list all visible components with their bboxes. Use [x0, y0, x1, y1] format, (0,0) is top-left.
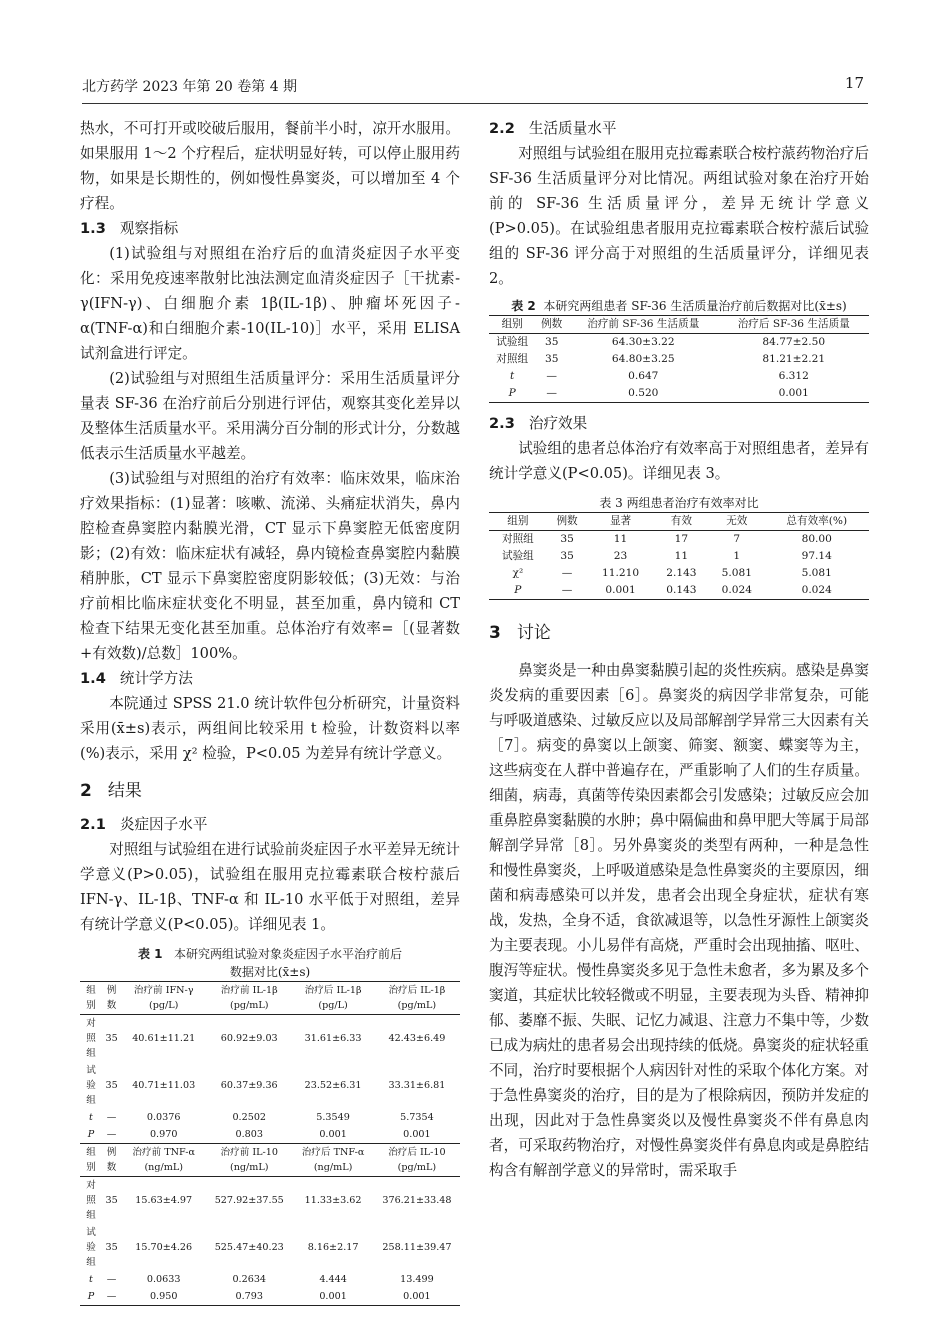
- section-title: 统计学方法: [119, 670, 193, 687]
- table-cell: 525.47±40.23: [214, 1242, 284, 1253]
- section-number: 2: [80, 781, 92, 801]
- section-number: 1.4: [80, 670, 106, 687]
- table-cell: 0.950: [121, 1288, 206, 1306]
- column-header: 有效: [654, 513, 709, 531]
- table-row: [489, 334, 869, 352]
- table-cell: 80.00: [801, 533, 832, 545]
- right-column: [489, 116, 869, 1183]
- table-cell: 0.2634: [232, 1274, 267, 1285]
- table-cell: t: [89, 1274, 93, 1285]
- header-rule: [82, 103, 868, 104]
- section-heading-2-2: [489, 116, 869, 141]
- table-cell: 40.71±11.03: [132, 1080, 196, 1091]
- column-header: 治疗后 IL-10 (pg/mL): [374, 1144, 460, 1177]
- column-header: 无效: [709, 513, 764, 531]
- table-row: [80, 1177, 460, 1225]
- table-row: [489, 351, 869, 368]
- table-row: [80, 1224, 460, 1271]
- section-number: 2.2: [489, 120, 515, 137]
- table-cell: P: [489, 385, 535, 403]
- table-cell: 11.33±3.62: [304, 1195, 362, 1206]
- table-cell: —: [102, 1126, 121, 1144]
- table-cell: 35: [105, 1080, 118, 1091]
- table-row: [80, 1271, 460, 1288]
- table-cell: 35: [105, 1033, 118, 1044]
- table-cell: 42.43±6.49: [388, 1033, 446, 1044]
- table-3: [489, 512, 869, 600]
- table-cell: 对照组: [501, 533, 534, 545]
- table-cell: 0.024: [765, 582, 870, 600]
- caption-text: 本研究两组试验对象炎症因子水平治疗前后: [173, 947, 402, 961]
- table-cell: 0.024: [709, 582, 764, 600]
- table-cell: 33.31±6.81: [388, 1080, 446, 1091]
- table-cell: 35: [560, 550, 574, 562]
- section-heading-1-3: [80, 216, 460, 241]
- paragraph: 鼻窦炎是一种由鼻窦黏膜引起的炎性疾病。感染是鼻窦炎发病的重要因素［6］。鼻窦炎的病因学非常复杂，可能与呼吸道感染、过敏反应以及局部解剖学异常三大因素有关［7］。病变的鼻窦以上颌窦、筛窦、额窦、蝶窦等为主，这些病变在人群中普遍存在，严重影响了人们的生存质量。细菌，病毒，真菌等传染因素都会引发感染；过敏反应会加重鼻腔鼻窦黏膜的水肿；鼻中隔偏曲和鼻甲肥大等属于局部解剖学异常［8］。另外鼻窦炎的类型有两种，一种是急性和慢性鼻窦炎，上呼吸道感染是急性鼻窦炎的主要原因，细菌和病毒感染可以并发，患者会出现全身症状，症状有寒战，发热，全身不适，食欲减退等，以急性牙源性上颌窦炎为主要表现。小儿易伴有高烧，严重时会出现抽搐、呕吐、腹泻等症状。慢性鼻窦炎多见于急性未愈者，多为累及多个窦道，其症状比较轻微或不明显，主要表现为头昏、精神抑郁、萎靡不振、失眠、记忆力减退、注意力不集中等，少数已成为病灶的患者易会出现持续的低烧。鼻窦炎的症状轻重不同，治疗时要根据个人病因针对性的采取个体化方案。对于急性鼻窦炎的治疗，目的是为了根除病因，预防并发症的出现，因此对于急性鼻窦炎以及慢性鼻窦炎不伴有鼻息肉者，可采取药物治疗，对慢性鼻窦炎伴有鼻息肉或是鼻腔结构含有解剖学意义的异常时，需采取手: [489, 662, 869, 1179]
- section-title: 观察指标: [119, 220, 179, 237]
- section-heading-2-1: [80, 812, 460, 837]
- table-1-caption: [80, 945, 460, 981]
- column-header: 组别: [80, 982, 102, 1015]
- section-heading-1-4: [80, 666, 460, 691]
- table-cell: 6.312: [778, 370, 809, 382]
- table-cell: 0.647: [628, 370, 659, 382]
- table-cell: 0.793: [206, 1288, 292, 1306]
- table-cell: 84.77±2.50: [762, 336, 826, 348]
- table-cell: 5.7354: [400, 1112, 434, 1123]
- column-header: 治疗后 TNF-α (ng/mL): [292, 1144, 374, 1177]
- column-header: 治疗前 SF-36 生活质量: [568, 316, 718, 334]
- journal-title: 北方药学 2023 年第 20 卷第 4 期: [82, 79, 298, 95]
- table-cell: 0.001: [587, 582, 653, 600]
- column-header: 治疗前 IL-10 (ng/mL): [206, 1144, 292, 1177]
- table-cell: P: [489, 582, 547, 600]
- paragraph: 热水，不可打开或咬破后服用，餐前半小时，凉开水服用。如果服用 1～2 个疗程后，症状明显好转，可以停止服用药物，如果是长期性的，例如慢性鼻窦炎，可以增加至 4 个疗程。: [80, 120, 460, 212]
- table-cell: 对照组: [86, 1180, 96, 1221]
- table-cell: —: [106, 1274, 117, 1285]
- table-row: [489, 531, 869, 549]
- section-title: 结果: [107, 781, 142, 801]
- column-header: 组别: [489, 513, 547, 531]
- table-cell: 81.21±2.21: [762, 353, 826, 365]
- table-cell: 试验组: [496, 336, 529, 348]
- table-cell: —: [106, 1112, 117, 1123]
- table-2: [489, 315, 869, 403]
- column-header: 显著: [587, 513, 653, 531]
- table-cell: 60.37±9.36: [220, 1080, 278, 1091]
- table-cell: 0.0376: [146, 1112, 181, 1123]
- table-cell: 0.803: [206, 1126, 292, 1144]
- table-cell: 15.63±4.97: [135, 1195, 193, 1206]
- table-cell: 23: [613, 550, 628, 562]
- table-cell: 11: [613, 533, 628, 545]
- table-cell: 97.14: [801, 550, 832, 562]
- caption-text: 本研究两组患者 SF-36 生活质量治疗前后数据对比(x̄±s): [543, 299, 847, 313]
- table-row: [489, 582, 869, 600]
- table-header-row: [489, 316, 869, 334]
- column-header: 组别: [80, 1144, 102, 1177]
- table-cell: 35: [105, 1242, 118, 1253]
- paragraph: 本院通过 SPSS 21.0 统计软件包分析研究，计量资料采用(x̄±s)表示，两组间比较采用 t 检验，计数资料以率(%)表示，采用 χ² 检验，P<0.05 为差异有统计学意义。: [80, 695, 460, 762]
- table-cell: 0.0633: [146, 1274, 181, 1285]
- table-cell: 5.081: [721, 567, 752, 579]
- table-cell: —: [561, 567, 573, 579]
- table-cell: 31.61±6.33: [304, 1033, 362, 1044]
- table-row: [80, 1062, 460, 1109]
- table-cell: 527.92±37.55: [214, 1195, 284, 1206]
- table-cell: 17: [674, 533, 689, 545]
- table-cell: P: [80, 1288, 102, 1306]
- column-header: 总有效率(%): [765, 513, 870, 531]
- table-1: [80, 981, 460, 1306]
- table-row: [489, 548, 869, 565]
- table-row: [489, 565, 869, 582]
- paragraph: 对照组与试验组在进行试验前炎症因子水平差异无统计学意义(P>0.05)，试验组在服用克拉霉素联合桉柠蒎后 IFN-γ、IL-1β、TNF-α 和 IL-10 水平低于对照组，差异有统计学意义(P<0.05)。详细见表 1。: [80, 841, 460, 933]
- table-cell: 试验组: [86, 1065, 96, 1106]
- table-cell: 对照组: [496, 353, 529, 365]
- table-cell: 5.081: [801, 567, 832, 579]
- table-cell: 0.520: [568, 385, 718, 403]
- table-cell: 2.143: [666, 567, 697, 579]
- table-cell: 0.001: [719, 385, 870, 403]
- table-cell: 35: [560, 533, 574, 545]
- caption-text: 数据对比(x̄±s): [229, 965, 311, 979]
- column-header: 治疗前 TNF-α (ng/mL): [121, 1144, 206, 1177]
- section-title: 炎症因子水平: [119, 816, 208, 833]
- section-heading-2: [80, 776, 460, 806]
- table-cell: 0.001: [292, 1288, 374, 1306]
- column-header: 治疗前 IL-1β (pg/mL): [206, 982, 292, 1015]
- table-cell: 376.21±33.48: [382, 1195, 452, 1206]
- table-cell: 35: [105, 1195, 118, 1206]
- table-header-row: [80, 1144, 460, 1177]
- table-row: [80, 1288, 460, 1306]
- table-cell: 0.001: [374, 1288, 460, 1306]
- table-cell: 0.970: [121, 1126, 206, 1144]
- table-cell: —: [546, 370, 557, 382]
- table-row: [80, 1126, 460, 1144]
- table-cell: 11.210: [602, 567, 640, 579]
- table-header-row: [80, 982, 460, 1015]
- table-header-row: [489, 513, 869, 531]
- section-number: 1.3: [80, 220, 106, 237]
- table-cell: χ²: [512, 567, 524, 579]
- table-cell: 1: [733, 550, 741, 562]
- table-cell: 64.80±3.25: [611, 353, 675, 365]
- section-number: 2.3: [489, 415, 515, 432]
- table-cell: 40.61±11.21: [132, 1033, 196, 1044]
- table-2-caption: [489, 297, 869, 315]
- column-header: 例数: [102, 982, 121, 1015]
- column-header: 治疗后 IL-1β (pg/L): [292, 982, 374, 1015]
- table-cell: 7: [733, 533, 741, 545]
- table-cell: P: [80, 1126, 102, 1144]
- table-cell: 0.143: [654, 582, 709, 600]
- table-row: [489, 368, 869, 385]
- section-title: 治疗效果: [528, 415, 588, 432]
- section-title: 讨论: [516, 623, 551, 643]
- page-number: 17: [844, 74, 864, 92]
- table-cell: —: [102, 1288, 121, 1306]
- table-cell: t: [89, 1112, 93, 1123]
- section-title: 生活质量水平: [528, 120, 617, 137]
- table-cell: 8.16±2.17: [307, 1242, 359, 1253]
- table-cell: 13.499: [400, 1274, 434, 1285]
- column-header: 例数: [547, 513, 588, 531]
- left-column: [80, 116, 460, 1306]
- section-heading-2-3: [489, 411, 869, 436]
- table-3-caption: 表 3 两组患者治疗有效率对比: [599, 496, 759, 510]
- table-cell: 0.2502: [232, 1112, 267, 1123]
- table-cell: 0.001: [374, 1126, 460, 1144]
- paragraph: (2)试验组与对照组生活质量评分：采用生活质量评分量表 SF-36 在治疗前后分别进行评估，观察其变化差异以及整体生活质量水平。采用满分百分制的形式计分，分数越低表示生活质量水平越差。: [80, 370, 460, 462]
- table-cell: 64.30±3.22: [611, 336, 675, 348]
- paragraph: 对照组与试验组在服用克拉霉素联合桉柠蒎药物治疗后 SF-36 生活质量评分对比情况。两组试验对象在治疗开始前的 SF-36 生活质量评分，差异无统计学意义(P>0.05)。在试验组患者服用克拉霉素联合桉柠蒎后试验组的 SF-36 评分高于对照组的生活质量评分，详细见表 2。: [489, 145, 869, 287]
- table-cell: —: [535, 385, 568, 403]
- table-cell: 11: [674, 550, 689, 562]
- column-header: 治疗前 IFN-γ (pg/L): [121, 982, 206, 1015]
- section-number: 3: [489, 623, 501, 643]
- table-row: [489, 385, 869, 403]
- section-heading-3: [489, 618, 869, 648]
- table-row: [80, 1015, 460, 1063]
- table-cell: 对照组: [86, 1018, 96, 1059]
- table-cell: 4.444: [319, 1274, 347, 1285]
- table-cell: 23.52±6.31: [304, 1080, 362, 1091]
- table-cell: 15.70±4.26: [135, 1242, 193, 1253]
- table-cell: 5.3549: [316, 1112, 350, 1123]
- table-row: [80, 1109, 460, 1126]
- table-cell: —: [547, 582, 588, 600]
- paragraph: (3)试验组与对照组的治疗有效率：临床效果，临床治疗效果指标：(1)显著：咳嗽、流涕、头痛症状消失，鼻内腔检查鼻窦腔内黏膜光滑，CT 显示下鼻窦腔无低密度阴影；(2)有效：临床症状有减轻，鼻内镜检查鼻窦腔内黏膜稍肿胀，CT 显示下鼻窦腔密度阴影较低；(3)无效：与治疗前相比临床症状变化不明显，甚至加重，鼻内镜和 CT 检查下结果无变化甚至加重。总体治疗有效率=［(显著数+有效数)/总数］100%。: [80, 470, 460, 662]
- table-cell: 35: [544, 353, 559, 365]
- column-header: 治疗后 IL-1β (pg/mL): [374, 982, 460, 1015]
- running-header: [82, 74, 868, 100]
- column-header: 治疗后 SF-36 生活质量: [719, 316, 870, 334]
- column-header: 例数: [102, 1144, 121, 1177]
- table-cell: 0.001: [292, 1126, 374, 1144]
- table-cell: t: [510, 370, 515, 382]
- table-cell: 35: [544, 336, 559, 348]
- table-cell: 60.92±9.03: [220, 1033, 278, 1044]
- paragraph: 试验组的患者总体治疗有效率高于对照组患者，差异有统计学意义(P<0.05)。详细见表 3。: [489, 440, 869, 482]
- section-number: 2.1: [80, 816, 106, 833]
- table-cell: 试验组: [86, 1227, 96, 1268]
- caption-label: 表 1: [138, 947, 163, 961]
- column-header: 例数: [535, 316, 568, 334]
- column-header: 组别: [489, 316, 535, 334]
- table-cell: 258.11±39.47: [382, 1242, 452, 1253]
- paragraph: (1)试验组与对照组在治疗后的血清炎症因子水平变化：采用免疫速率散射比浊法测定血清炎症因子［干扰素-γ(IFN-γ)、白细胞介素 1β(IL-1β)、肿瘤坏死因子-α(TNF-α)和白细胞介素-10(IL-10)］水平，采用 ELISA 试剂盒进行评定。: [80, 245, 460, 362]
- table-cell: 试验组: [501, 550, 534, 562]
- caption-label: 表 2: [511, 299, 536, 313]
